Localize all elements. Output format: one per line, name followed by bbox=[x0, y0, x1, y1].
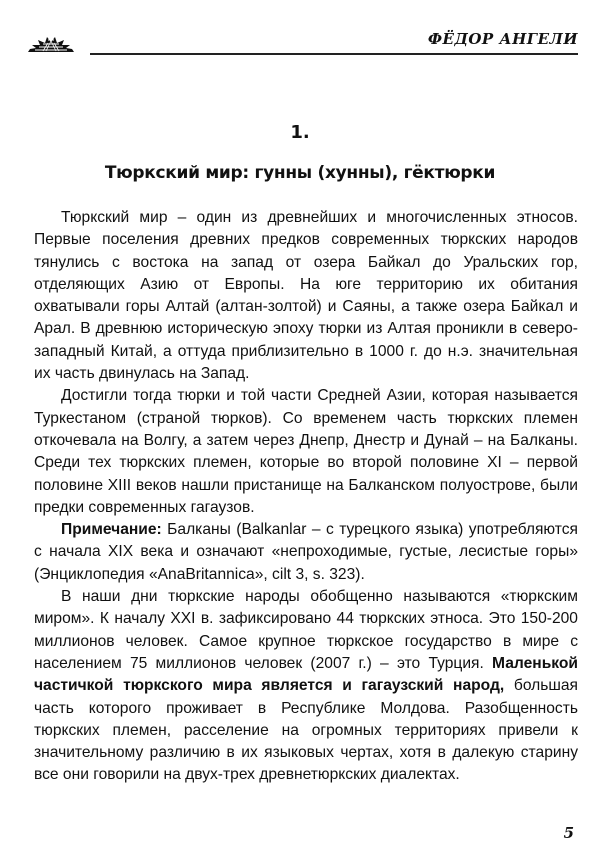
note-text: Балканы (Balkanlar – с турецкого языка) употребляются с начала XIX века и означают «непроходимые, густые, лесистые горы» (Энциклопедия «AnaBritannica», cilt 3, s. 323). bbox=[34, 521, 578, 583]
paragraph-text: Достигли тогда тюрки и той части Средней Азии, которая называется Туркестаном (страной тюрков). Со временем часть тюркских племен откочевала на Волгу, а затем через Днепр, Днестр и Дунай – на Балканы. Среди тех тюркских племен, которые во второй половине XI – первой половине XIII веков нашли пристанище на Балканском полуострове, были предки современных гагаузов. bbox=[34, 387, 578, 516]
paragraph bbox=[34, 586, 578, 787]
paragraph bbox=[34, 385, 578, 519]
paragraph-text: Тюркский мир – один из древнейших и многочисленных этносов. Первые поселения древних предков современных тюркских народов тянулись с востока на запад от озера Байкал до Уральских гор, отделяющих Азию от Европы. На юге территорию их обитания охватывали горы Алтай (алтан-золтой) и Саяны, а также озера Байкал и Арал. В древнюю историческую эпоху тюрки из Алтая проникли в северо-западный Китай, а оттуда приблизительно в 1000 г. до н.э. значительная их часть двинулась на Запад. bbox=[34, 209, 578, 383]
note-paragraph bbox=[34, 519, 578, 586]
decorative-fan-ornament-icon bbox=[26, 36, 76, 54]
paragraph-text: В наши дни тюркские народы обобщенно называются «тюркским миром». К началу XXI в. зафиксировано 44 тюркских этноса. Это 150-200 миллионов человек. Самое крупное тюркское государство в мире с населением 75 миллионов человек (2007 г.) – это Турция. bbox=[34, 588, 578, 672]
page-header bbox=[0, 0, 600, 60]
paragraph bbox=[34, 207, 578, 385]
running-head-author: ФЁДОР АНГЕЛИ bbox=[427, 30, 578, 48]
note-label: Примечание: bbox=[61, 521, 162, 539]
header-rule bbox=[90, 53, 578, 55]
body-text bbox=[34, 207, 578, 787]
page-number: 5 bbox=[563, 824, 574, 842]
emphasized-text: Маленькой частичкой тюркского мира является и гагаузский народ, bbox=[34, 654, 578, 695]
chapter-number: 1. bbox=[290, 122, 310, 143]
paragraph-text: большая часть которого проживает в Республике Молдова. Разобщенность тюркских племен, расселение на огромных территориях привели к значительному различию в их языковых чертах, хотя в далекую старину все они говорили на двух-трех древнетюркских диалектах. bbox=[34, 677, 578, 784]
chapter-title: Тюркский мир: гунны (хунны), гёктюрки bbox=[104, 163, 496, 183]
